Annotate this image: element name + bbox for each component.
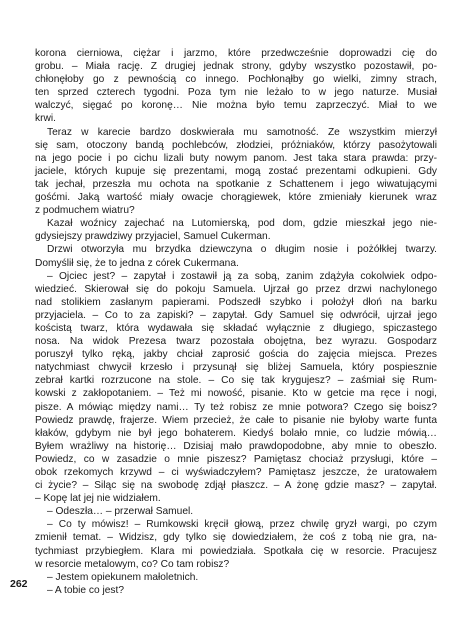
text-line: gdysiejszy prawdziwy przyjaciel, Samuel Cukerman. xyxy=(35,231,271,243)
text-line: w resorcie metalowym, co? Co tam robisz? xyxy=(35,558,230,570)
text-line: Powiedz prawdę, frajerze. Wiem przecież, że całe to pisanie nie byłoby warte funta xyxy=(35,414,437,426)
page-number: 262 xyxy=(10,578,28,590)
text-line: kościstą twarz, która wydawała się składać wyłącznie z długiego, spiczastego xyxy=(35,322,437,334)
text-line: walczyć, sięgać po koronę… Nie można było temu zaprzeczyć. Miał to we xyxy=(35,100,437,112)
text-line: zmienił temat. – Widzisz, gdy tylko się dowiedziałem, że coś z tobą nie gra, na- xyxy=(35,532,437,544)
text-line: tychmiast przybiegłem. Klara mi powiedziała. Spotkała cię w resorcie. Pracujesz xyxy=(35,545,437,557)
text-line: Powiedz, co w zasadzie o mnie piszesz? Pamiętasz chociaż przysługi, które – xyxy=(35,453,437,465)
text-line: wiedzieć. Skierował się do pokoju Samuela. Ujrzał go przez drzwi nachylonego xyxy=(35,283,437,295)
text-line: Byłem wrażliwy na historię… Dzisiaj mało prawdopodobne, aby mnie to obeszło. xyxy=(35,440,437,452)
text-line: kowski z zakłopotaniem. – Też mi nowość, pisanie. Kto w getcie ma ręce i nogi, xyxy=(35,388,437,400)
text-line: poruszył tylko ręką, jakby chciał zaprosić gościa do zajęcia miejsca. Prezes xyxy=(35,349,437,361)
text-line: korona cierniowa, ciężar i jarzmo, które przedwcześnie doprowadzi cię do xyxy=(35,48,437,59)
text-line: – A tobie co jest? xyxy=(47,584,125,596)
text-line: pisze. A mówiąc między nami… Ty też robisz ze mnie potwora? Czego się boisz? xyxy=(35,401,437,413)
text-line: zebrał kartki rozrzucone na stole. – Co się tak krygujesz? – zaśmiał się Rum- xyxy=(35,375,437,387)
text-line: natychmiast chwycił krzesło i przysunął się bliżej Samuela, który pospiesznie xyxy=(35,362,437,374)
text-line: tak jechał, przeszła mu ochota na spotkanie z Schattenem i jego wiwatującymi xyxy=(35,178,437,190)
text-line: kłaków, gdybym nie był jego bohaterem. Kiedyś bolało mnie, co ludzie mówią… xyxy=(35,427,437,439)
text-line: – Co ty mówisz! – Rumkowski kręcił głową, przez chwilę gryzł wargi, po czym xyxy=(47,519,437,531)
text-line: – Odeszła… – przerwał Samuel. xyxy=(47,506,194,518)
text-line: Domyślił się, że to jedna z córek Cukermana. xyxy=(35,257,239,269)
text-line: Teraz w karecie bardzo doskwierała mu samotność. Ze wszystkim mierzył xyxy=(47,126,437,138)
text-line: obok rzekomych krzywd – ci wyświadczyłem? Pamiętasz jeszcze, że uratowałem xyxy=(35,467,437,478)
text-line: ten sprzed czterech tygodni. Poza tym nie leżało to w jego naturze. Musiał xyxy=(35,87,437,99)
text-line: jaciele, których kupuje się prezentami, mogą zostać prezentami odkupieni. Gdy xyxy=(35,165,437,177)
page-text xyxy=(35,47,437,597)
text-line: Drzwi otworzyła mu brzydka dziewczyna o długim nosie i pożółkłej twarzy. xyxy=(47,244,437,256)
text-line: się sam, otoczony bandą pochlebców, złodziei, próżniaków, którzy pasożytowali xyxy=(35,139,437,151)
text-line: gośćmi. Jaką wartość miały owacje chorągiewek, które zmieniały kierunek wraz xyxy=(35,192,437,204)
text-line: nad stolikiem zasłanym papierami. Podszedł szybko i położył dłoń na barku xyxy=(35,296,437,308)
text-line: – Jestem opiekunem małoletnich. xyxy=(47,571,199,583)
text-line: na jego pocie i po cichu lizali buty nowym panom. Jest taka stara prawda: przy- xyxy=(35,152,437,164)
text-line: – Ojciec jest? – zapytał i zostawił ją za sobą, zanim zdążyła cokolwiek odpo- xyxy=(47,270,437,282)
text-line: Kazał woźnicy zajechać na Lutomierską, pod dom, gdzie mieszkał jego nie- xyxy=(47,218,437,230)
text-line: chłonęłoby go z pewnością co innego. Pochłonąłby go wielki, zimny strach, xyxy=(35,74,437,86)
text-line: ci życie? – Siląc się na swobodę zdjął płaszcz. – A żonę gdzie masz? – zapytał. xyxy=(35,480,437,492)
text-line: z podmuchem wiatru? xyxy=(35,205,135,217)
text-line: przyjaciela. – Co to za zapiski? – zapytał. Gdy Samuel się odwrócił, ujrzał jego xyxy=(35,309,437,321)
text-line: grobu. – Miała rację. Z drugiej jednak strony, gdyby wszystko pozostawił, po- xyxy=(35,61,437,73)
text-line: nosa. Na widok Prezesa twarz pozostała obojętna, bez wyrazu. Gospodarz xyxy=(35,336,437,348)
text-line: – Kopę lat jej nie widziałem. xyxy=(35,493,161,505)
text-line: krwi. xyxy=(35,113,56,125)
